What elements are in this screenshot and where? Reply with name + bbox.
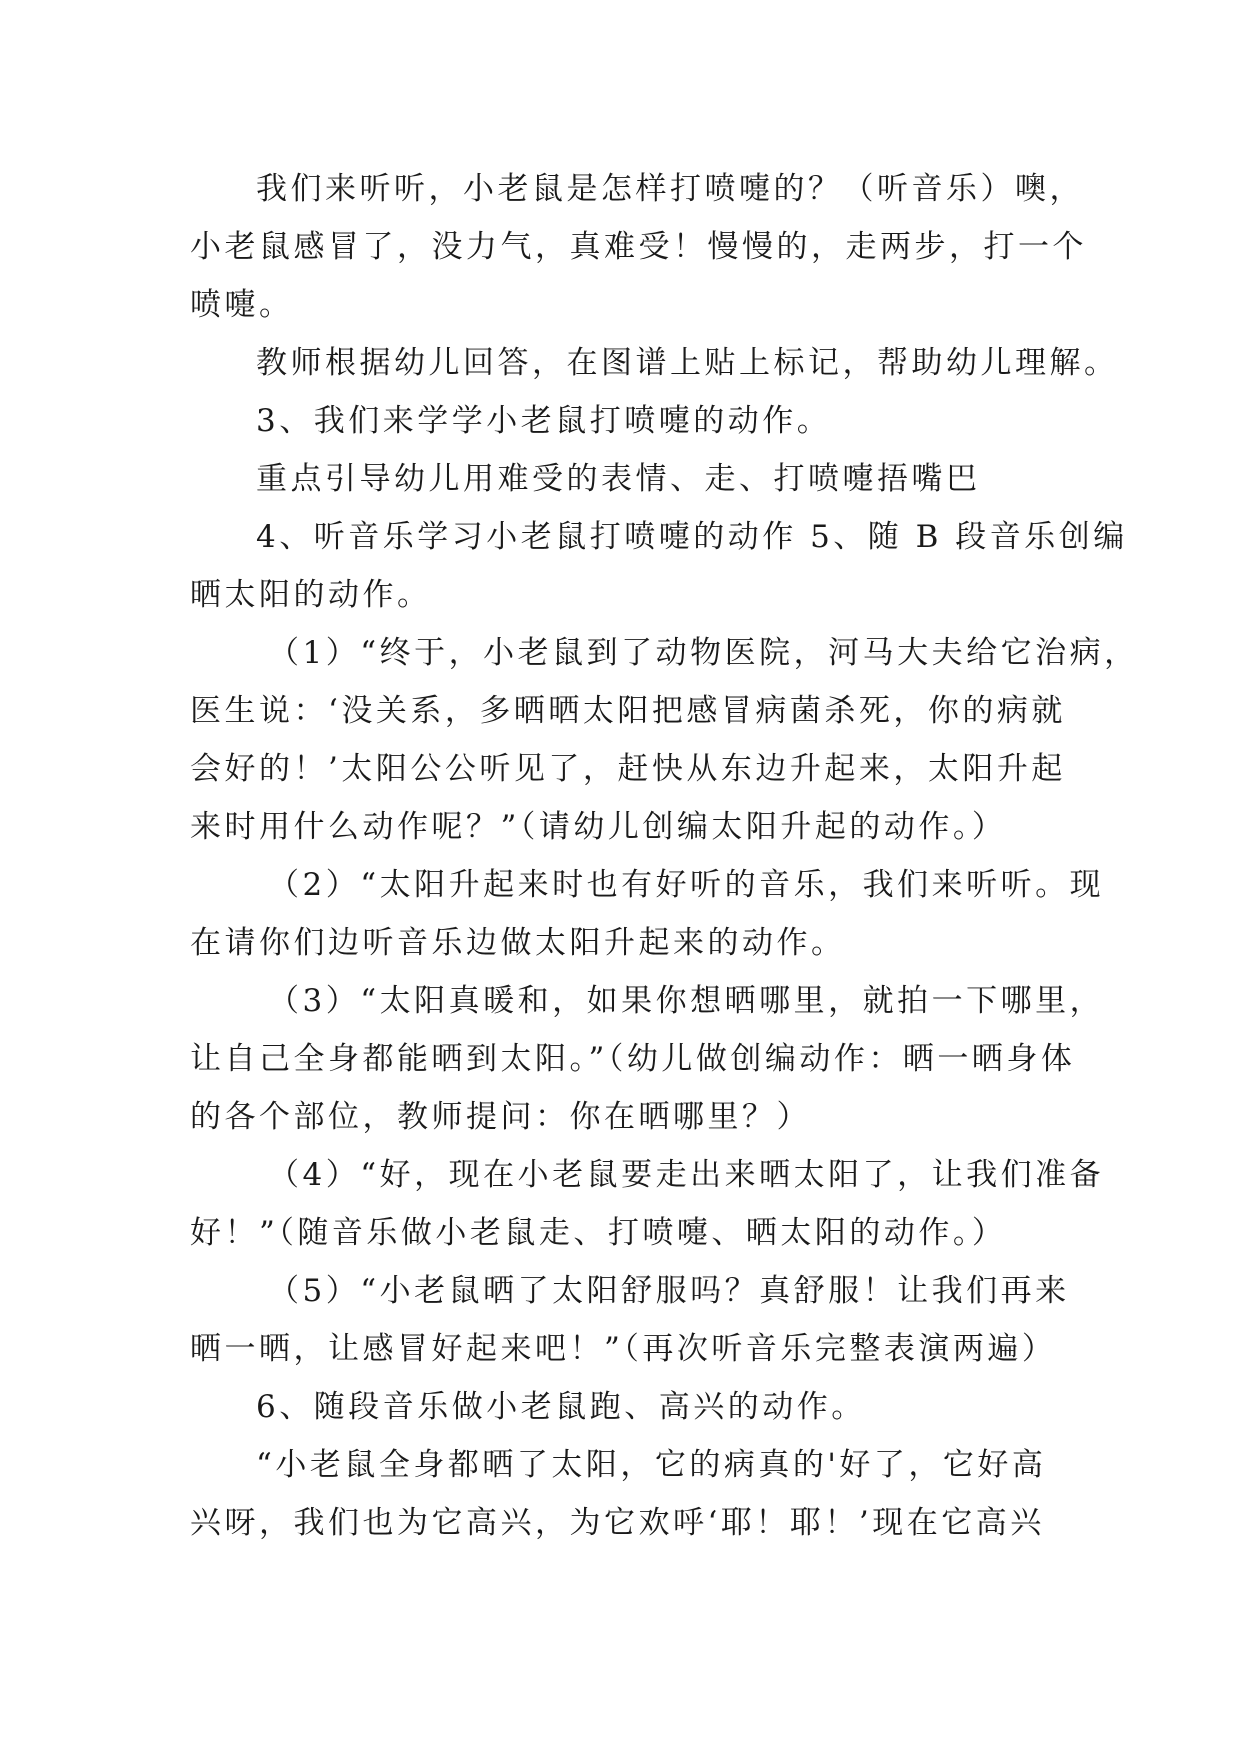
text-line: （2）“太阳升起来时也有好听的音乐，我们来听听。现	[268, 867, 1105, 903]
text-line: “小老鼠全身都晒了太阳，它的病真的'好了，它好高	[256, 1447, 1047, 1483]
text-line: 在请你们边听音乐边做太阳升起来的动作。	[190, 925, 846, 961]
text-line: 让自己全身都能晒到太阳。”（幼儿做创编动作：晒一晒身体	[190, 1041, 1076, 1077]
text-line: 会好的！’太阳公公听见了，赶快从东边升起来，太阳升起	[190, 751, 1066, 787]
text-line: （4）“好，现在小老鼠要走出来晒太阳了，让我们准备	[268, 1157, 1105, 1193]
text-line: 4、听音乐学习小老鼠打喷嚏的动作 5、随 B 段音乐创编	[256, 519, 1128, 555]
text-line: （5）“小老鼠晒了太阳舒服吗？真舒服！让我们再来	[268, 1273, 1070, 1309]
text-line: 6、随段音乐做小老鼠跑、高兴的动作。	[256, 1389, 866, 1425]
text-line: 晒一晒，让感冒好起来吧！”（再次听音乐完整表演两遍）	[190, 1331, 1057, 1367]
text-line: 教师根据幼儿回答，在图谱上贴上标记，帮助幼儿理解。	[256, 345, 1119, 381]
text-line: 医生说：‘没关系，多晒晒太阳把感冒病菌杀死，你的病就	[190, 693, 1066, 729]
text-line: 小老鼠感冒了，没力气，真难受！慢慢的，走两步，打一个	[190, 229, 1087, 265]
text-line: 兴呀，我们也为它高兴，为它欢呼‘耶！耶！’现在它高兴	[190, 1505, 1045, 1541]
text-line: 喷嚏。	[190, 287, 294, 323]
text-line: 3、我们来学学小老鼠打喷嚏的动作。	[256, 403, 832, 439]
text-line: 来时用什么动作呢？”（请幼儿创编太阳升起的动作。）	[190, 809, 1007, 845]
text-line: 晒太阳的动作。	[190, 577, 432, 613]
text-line: （1）“终于，小老鼠到了动物医院，河马大夫给它治病，	[268, 635, 1139, 671]
text-line: 我们来听听，小老鼠是怎样打喷嚏的？（听音乐）噢，	[256, 171, 1084, 207]
document-body	[190, 160, 1139, 1552]
text-line: 重点引导幼儿用难受的表情、走、打喷嚏捂嘴巴	[256, 461, 981, 497]
text-line: （3）“太阳真暖和，如果你想晒哪里，就拍一下哪里，	[268, 983, 1105, 1019]
text-line: 的各个部位，教师提问：你在晒哪里？）	[190, 1099, 811, 1135]
text-line: 好！”（随音乐做小老鼠走、打喷嚏、晒太阳的动作。）	[190, 1215, 1007, 1251]
